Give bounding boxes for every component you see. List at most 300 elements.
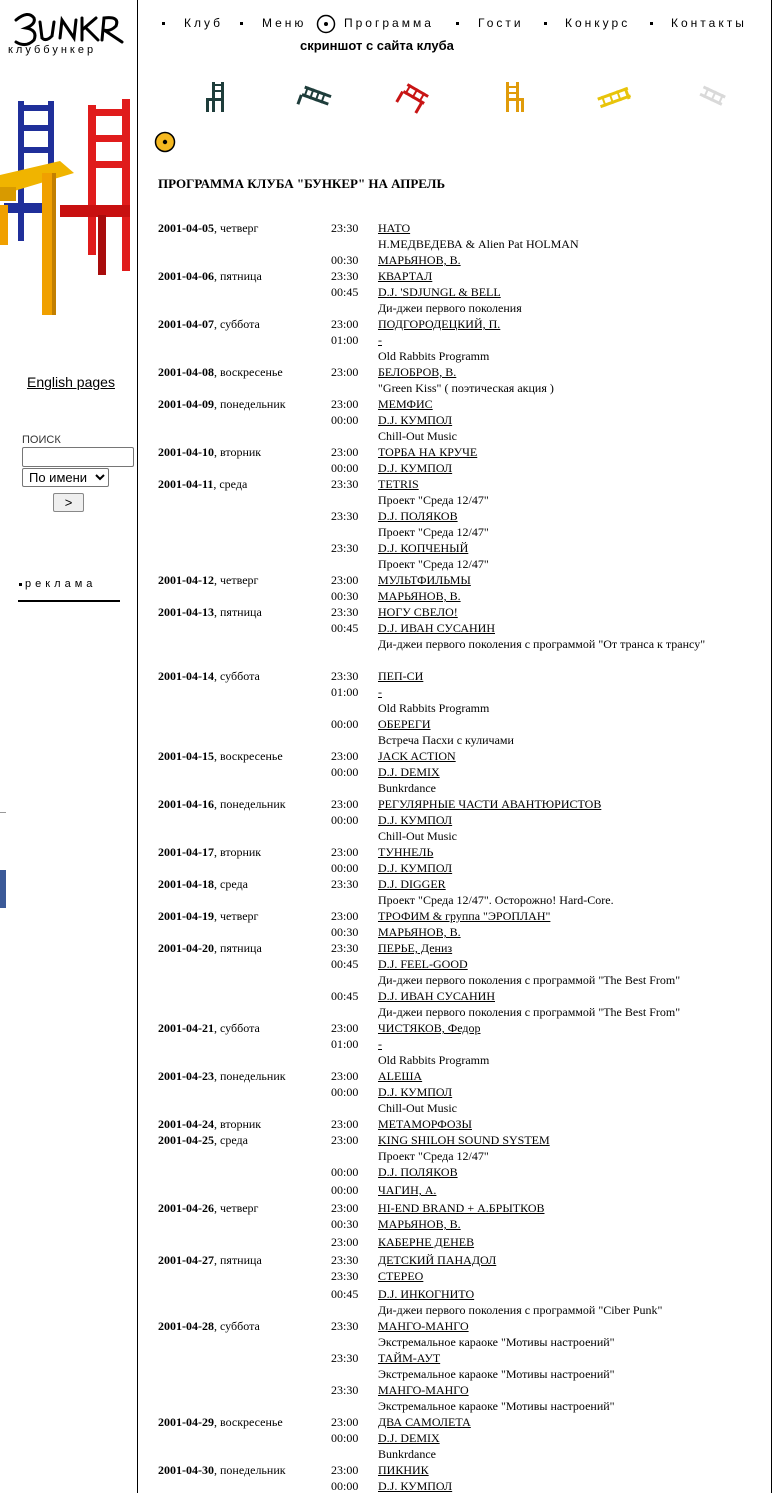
schedule-date — [158, 604, 262, 620]
schedule-time: 00:00 — [331, 717, 359, 731]
schedule-row — [158, 380, 758, 396]
schedule-event-link[interactable]: D.J. КУМПОЛ — [378, 1085, 453, 1099]
schedule-event-link[interactable]: - — [378, 1037, 382, 1051]
nav-item-club[interactable]: Клуб — [184, 16, 223, 30]
schedule-event-link[interactable]: МЕМФИС — [378, 397, 433, 411]
page-right-border — [771, 0, 772, 1493]
schedule-row — [158, 1366, 758, 1382]
schedule-event-link[interactable]: МУЛЬТФИЛЬМЫ — [378, 573, 471, 587]
schedule-time: 23:00 — [331, 1201, 359, 1215]
schedule-date — [158, 940, 262, 956]
schedule-event-link[interactable]: D.J. КУМПОЛ — [378, 813, 453, 827]
schedule-time: 23:30 — [331, 541, 359, 555]
schedule-time: 23:00 — [331, 573, 359, 587]
schedule-row — [158, 892, 758, 908]
schedule-row — [158, 556, 758, 572]
schedule-row — [158, 1182, 758, 1200]
schedule-date — [158, 396, 286, 412]
schedule-row — [158, 876, 758, 892]
search-type-select[interactable] — [22, 468, 109, 487]
schedule-date — [158, 908, 258, 924]
schedule-weekday: , среда — [213, 477, 248, 491]
schedule-note: Проект "Среда 12/47" — [378, 493, 489, 507]
schedule-note: Проект "Среда 12/47" — [378, 525, 489, 539]
schedule-time: 23:00 — [331, 445, 359, 459]
schedule-row — [158, 1200, 758, 1216]
schedule-row — [158, 1430, 758, 1446]
schedule-row — [158, 940, 758, 956]
schedule-row — [158, 316, 758, 332]
schedule-table — [158, 220, 758, 1493]
schedule-row — [158, 1286, 758, 1302]
schedule-row — [158, 1116, 758, 1132]
schedule-row — [158, 1084, 758, 1100]
schedule-weekday: , суббота — [214, 669, 260, 683]
schedule-event-link[interactable]: МАРЬЯНОВ, В. — [378, 253, 461, 267]
schedule-date — [158, 316, 260, 332]
schedule-date-value: 2001-04-09 — [158, 397, 214, 411]
schedule-row — [158, 588, 758, 604]
schedule-row — [158, 236, 758, 252]
schedule-row — [158, 956, 758, 972]
nav-bullet-icon — [456, 22, 459, 25]
schedule-date-value: 2001-04-05 — [158, 221, 214, 235]
schedule-row — [158, 364, 758, 380]
search-label: ПОИСК — [22, 434, 61, 446]
english-pages-link[interactable]: English pages — [27, 374, 115, 390]
schedule-time: 00:45 — [331, 621, 359, 635]
schedule-date-value: 2001-04-17 — [158, 845, 214, 859]
schedule-date — [158, 572, 258, 588]
schedule-time: 23:30 — [331, 877, 359, 891]
schedule-event-link[interactable]: - — [378, 333, 382, 347]
schedule-event-link[interactable]: D.J. 'SDJUNGL & BELL — [378, 285, 501, 299]
schedule-event-link[interactable]: МЕТАМОРФОЗЫ — [378, 1117, 472, 1131]
schedule-date-value: 2001-04-23 — [158, 1069, 214, 1083]
schedule-date — [158, 876, 248, 892]
schedule-date-value: 2001-04-26 — [158, 1201, 214, 1215]
nav-bullet-icon — [650, 22, 653, 25]
schedule-note: Экстремальное караоке "Мотивы настроений" — [378, 1367, 615, 1381]
orange-chair-icon[interactable] — [494, 78, 534, 116]
schedule-date-value: 2001-04-29 — [158, 1415, 214, 1429]
schedule-time: 23:30 — [331, 1253, 359, 1267]
schedule-time: 23:00 — [331, 1069, 359, 1083]
schedule-row — [158, 1036, 758, 1052]
schedule-time: 23:00 — [331, 1021, 359, 1035]
schedule-weekday: , пятница — [214, 1253, 262, 1267]
schedule-date — [158, 1462, 286, 1478]
schedule-event-link[interactable]: D.J. DEMIX — [378, 1431, 440, 1445]
schedule-event-link[interactable]: - — [378, 685, 382, 699]
schedule-time: 23:00 — [331, 1117, 359, 1131]
schedule-weekday: , понедельник — [214, 797, 286, 811]
schedule-event-link[interactable]: БЕЛОБРОВ, В. — [378, 365, 457, 379]
schedule-row — [158, 492, 758, 508]
schedule-row — [158, 700, 758, 716]
schedule-row — [158, 300, 758, 316]
schedule-event-link[interactable]: D.J. КУМПОЛ — [378, 461, 453, 475]
schedule-date — [158, 1068, 286, 1084]
schedule-time: 00:00 — [331, 765, 359, 779]
schedule-row — [158, 1252, 758, 1268]
schedule-weekday: , четверг — [214, 221, 259, 235]
schedule-event-link[interactable]: НАТО — [378, 221, 411, 235]
schedule-row — [158, 444, 758, 460]
schedule-date-value: 2001-04-11 — [158, 477, 214, 491]
schedule-note: Chill-Out Music — [378, 1101, 458, 1115]
schedule-row — [158, 348, 758, 364]
schedule-row — [158, 908, 758, 924]
schedule-event-link[interactable]: D.J. КОПЧЕНЫЙ — [378, 541, 469, 555]
dark-chair-icon[interactable] — [296, 78, 336, 116]
schedule-event-link[interactable]: КАБЕРНЕ ДЕНЕВ — [378, 1235, 475, 1249]
schedule-time: 00:00 — [331, 1431, 359, 1445]
search-input[interactable] — [22, 447, 134, 467]
schedule-event-link[interactable]: ТАЙМ-АУТ — [378, 1351, 441, 1365]
schedule-date — [158, 1200, 258, 1216]
yellow-chair-icon[interactable] — [594, 78, 634, 116]
schedule-event-link[interactable]: D.J. ИНКОГНИТО — [378, 1287, 475, 1301]
sun-bullet-icon — [154, 131, 176, 153]
schedule-row — [158, 828, 758, 844]
schedule-event-link[interactable]: D.J. КУМПОЛ — [378, 413, 453, 427]
schedule-weekday: , воскресенье — [214, 1415, 283, 1429]
schedule-date-value: 2001-04-13 — [158, 605, 214, 619]
schedule-row — [158, 844, 758, 860]
schedule-row — [158, 860, 758, 876]
schedule-date-value: 2001-04-18 — [158, 877, 214, 891]
schedule-weekday: , вторник — [214, 445, 262, 459]
schedule-event-link[interactable]: ТУННЕЛЬ — [378, 845, 434, 859]
schedule-row — [158, 636, 758, 668]
ad-divider — [18, 600, 120, 602]
schedule-date-value: 2001-04-07 — [158, 317, 214, 331]
schedule-note: Old Rabbits Programm — [378, 1053, 490, 1067]
schedule-row — [158, 812, 758, 828]
schedule-date-value: 2001-04-20 — [158, 941, 214, 955]
schedule-note: Ди-джеи первого поколения — [378, 301, 522, 315]
schedule-row — [158, 1414, 758, 1430]
schedule-date — [158, 1414, 283, 1430]
schedule-row — [158, 332, 758, 348]
schedule-row — [158, 1268, 758, 1286]
schedule-weekday: , воскресенье — [214, 365, 283, 379]
schedule-date — [158, 1318, 260, 1334]
nav-bullet-icon — [544, 22, 547, 25]
schedule-note: Bunkrdance — [378, 781, 436, 795]
schedule-event-link[interactable]: СТЕРЕО — [378, 1269, 424, 1283]
schedule-date-value: 2001-04-25 — [158, 1133, 214, 1147]
schedule-event-link[interactable]: ТОРБА НА КРУЧЕ — [378, 445, 478, 459]
schedule-note: Old Rabbits Programm — [378, 349, 490, 363]
schedule-time: 23:30 — [331, 605, 359, 619]
schedule-event-link[interactable]: D.J. ПОЛЯКОВ — [378, 1165, 458, 1179]
schedule-date — [158, 796, 286, 812]
schedule-date — [158, 1020, 260, 1036]
schedule-row — [158, 1350, 758, 1366]
schedule-note: Встреча Пасхи с куличами — [378, 733, 514, 747]
schedule-time: 00:45 — [331, 285, 359, 299]
schedule-weekday: , среда — [214, 877, 248, 891]
schedule-note: Bunkrdance — [378, 1447, 436, 1461]
schedule-time: 23:00 — [331, 749, 359, 763]
schedule-event-link[interactable]: D.J. ИВАН СУСАНИН — [378, 989, 495, 1003]
schedule-row — [158, 1148, 758, 1164]
schedule-row — [158, 252, 758, 268]
schedule-note: Ди-джеи первого поколения с программой "Ciber Punk" — [378, 1303, 663, 1317]
schedule-weekday: , пятница — [214, 269, 262, 283]
schedule-date — [158, 268, 262, 284]
schedule-event-link[interactable]: JACK ACTION — [378, 749, 456, 763]
schedule-date — [158, 364, 283, 380]
schedule-time: 23:30 — [331, 941, 359, 955]
schedule-date — [158, 444, 261, 460]
schedule-time: 23:30 — [331, 269, 359, 283]
schedule-weekday: , четверг — [214, 573, 259, 587]
schedule-event-link[interactable]: HI-END BRAND + А.БРЫТКОВ — [378, 1201, 545, 1215]
schedule-event-link[interactable]: ЧИСТЯКОВ, Федор — [378, 1021, 481, 1035]
schedule-date — [158, 1132, 248, 1148]
schedule-time: 01:00 — [331, 1037, 359, 1051]
nav-item-menu[interactable]: Меню — [262, 16, 307, 30]
schedule-row — [158, 1318, 758, 1334]
schedule-row — [158, 972, 758, 988]
schedule-event-link[interactable]: ТРОФИМ & группа "ЭРОПЛАН" — [378, 909, 551, 923]
schedule-row — [158, 412, 758, 428]
schedule-note: Экстремальное караоке "Мотивы настроений" — [378, 1399, 615, 1413]
schedule-time: 23:00 — [331, 1463, 359, 1477]
schedule-event-link[interactable]: ПОДГОРОДЕЦКИЙ, П. — [378, 317, 501, 331]
schedule-time: 00:45 — [331, 957, 359, 971]
schedule-row — [158, 684, 758, 700]
nav-item-program[interactable]: Программа — [344, 16, 434, 30]
schedule-time: 00:30 — [331, 925, 359, 939]
ad-label — [19, 578, 96, 590]
schedule-time: 23:30 — [331, 1319, 359, 1333]
search-submit-button[interactable]: > — [53, 493, 84, 512]
top-nav — [160, 16, 760, 32]
schedule-row — [158, 396, 758, 412]
ad-label-text: реклама — [25, 578, 97, 590]
schedule-note: Ди-джеи первого поколения с программой "The Best From" — [378, 973, 681, 987]
schedule-row — [158, 780, 758, 796]
schedule-event-link[interactable]: ДЕТСКИЙ ПАНАДОЛ — [378, 1253, 497, 1267]
schedule-time: 00:00 — [331, 1165, 359, 1179]
schedule-note: Chill-Out Music — [378, 829, 458, 843]
schedule-event-link[interactable]: КВАРТАЛ — [378, 269, 433, 283]
schedule-event-link[interactable]: ALEША — [378, 1069, 423, 1083]
schedule-time: 23:00 — [331, 845, 359, 859]
schedule-row — [158, 924, 758, 940]
screenshot-caption: скриншот с сайта клуба — [300, 38, 454, 53]
schedule-weekday: , понедельник — [214, 1069, 286, 1083]
schedule-event-link[interactable]: МАРЬЯНОВ, В. — [378, 589, 461, 603]
schedule-row — [158, 668, 758, 684]
schedule-weekday: , вторник — [214, 845, 262, 859]
schedule-time: 00:30 — [331, 1217, 359, 1231]
schedule-time: 23:00 — [331, 397, 359, 411]
schedule-note: Проект "Среда 12/47". Осторожно! Hard-Core. — [378, 893, 614, 907]
gray-chair-icon[interactable] — [692, 78, 732, 116]
schedule-row — [158, 1052, 758, 1068]
schedule-row — [158, 508, 758, 524]
schedule-row — [158, 748, 758, 764]
nav-item-contest[interactable]: Конкурс — [565, 16, 631, 30]
schedule-event-link[interactable]: D.J. DEMIX — [378, 765, 440, 779]
schedule-row — [158, 1334, 758, 1350]
schedule-row — [158, 716, 758, 732]
schedule-date-value: 2001-04-10 — [158, 445, 214, 459]
schedule-note: Chill-Out Music — [378, 429, 458, 443]
red-chair-icon[interactable] — [394, 78, 434, 116]
schedule-time: 00:00 — [331, 813, 359, 827]
schedule-event-link[interactable]: ДВА САМОЛЕТА — [378, 1415, 471, 1429]
schedule-event-link[interactable]: НОГУ СВЕЛО! — [378, 605, 458, 619]
schedule-event-link[interactable]: ОБЕРЕГИ — [378, 717, 431, 731]
schedule-event-link[interactable]: МАРЬЯНОВ, В. — [378, 1217, 461, 1231]
nav-bullet-icon — [162, 22, 165, 25]
schedule-time: 23:00 — [331, 1133, 359, 1147]
schedule-event-link[interactable]: ЧАГИН, А. — [378, 1183, 437, 1197]
schedule-time: 00:00 — [331, 1085, 359, 1099]
schedule-time: 23:00 — [331, 1235, 359, 1249]
schedule-row — [158, 572, 758, 588]
nav-item-guests[interactable]: Гости — [478, 16, 524, 30]
schedule-time: 23:30 — [331, 477, 359, 491]
schedule-event-link[interactable]: ПЕП-СИ — [378, 669, 424, 683]
schedule-time: 00:00 — [331, 413, 359, 427]
schedule-date-value: 2001-04-21 — [158, 1021, 214, 1035]
schedule-time: 23:00 — [331, 317, 359, 331]
schedule-row — [158, 540, 758, 556]
schedule-row — [158, 1234, 758, 1252]
schedule-row — [158, 732, 758, 748]
schedule-note: Проект "Среда 12/47" — [378, 1149, 489, 1163]
schedule-note: Н.МЕДВЕДЕВА & Alien Pat HOLMAN — [378, 237, 579, 251]
schedule-event-link[interactable]: МАНГО-МАНГО — [378, 1319, 469, 1333]
schedule-date-value: 2001-04-06 — [158, 269, 214, 283]
schedule-note: Ди-джеи первого поколения с программой "The Best From" — [378, 1005, 681, 1019]
schedule-date-value: 2001-04-14 — [158, 669, 214, 683]
schedule-event-link[interactable]: D.J. FEEL-GOOD — [378, 957, 468, 971]
schedule-event-link[interactable]: D.J. КУМПОЛ — [378, 1479, 453, 1493]
schedule-row — [158, 524, 758, 540]
schedule-date-value: 2001-04-30 — [158, 1463, 214, 1477]
schedule-time: 00:45 — [331, 1287, 359, 1301]
schedule-row — [158, 1302, 758, 1318]
schedule-time: 00:45 — [331, 989, 359, 1003]
schedule-time: 23:30 — [331, 1351, 359, 1365]
schedule-weekday: , суббота — [214, 1021, 260, 1035]
schedule-time: 23:30 — [331, 509, 359, 523]
schedule-note: Экстремальное караоке "Мотивы настроений" — [378, 1335, 615, 1349]
schedule-note: Проект "Среда 12/47" — [378, 557, 489, 571]
schedule-row — [158, 1164, 758, 1182]
schedule-time: 23:30 — [331, 669, 359, 683]
schedule-date-value: 2001-04-19 — [158, 909, 214, 923]
nav-item-contacts[interactable]: Контакты — [671, 16, 747, 30]
colored-chairs-illustration — [0, 95, 137, 320]
schedule-note: "Green Kiss" ( поэтическая акция ) — [378, 381, 554, 395]
schedule-weekday: , вторник — [214, 1117, 262, 1131]
schedule-time: 00:00 — [331, 861, 359, 875]
schedule-time: 23:30 — [331, 1383, 359, 1397]
schedule-date-value: 2001-04-15 — [158, 749, 214, 763]
schedule-row — [158, 1216, 758, 1234]
logo-text: клуббункер — [8, 44, 97, 56]
schedule-row — [158, 1020, 758, 1036]
schedule-row — [158, 764, 758, 780]
schedule-date-value: 2001-04-16 — [158, 797, 214, 811]
schedule-weekday: , пятница — [214, 941, 262, 955]
sidebar-divider — [137, 0, 138, 1493]
schedule-weekday: , суббота — [214, 1319, 260, 1333]
schedule-date-value: 2001-04-27 — [158, 1253, 214, 1267]
ad-banner[interactable] — [0, 870, 6, 908]
schedule-date-value: 2001-04-12 — [158, 573, 214, 587]
schedule-weekday: , среда — [214, 1133, 248, 1147]
schedule-event-link[interactable]: D.J. ПОЛЯКОВ — [378, 509, 458, 523]
schedule-event-link[interactable]: ПЕРЬЕ, Дениз — [378, 941, 453, 955]
schedule-time: 23:00 — [331, 797, 359, 811]
schedule-time: 23:30 — [331, 221, 359, 235]
schedule-date — [158, 1252, 262, 1268]
schedule-weekday: , суббота — [214, 317, 260, 331]
schedule-date — [158, 844, 261, 860]
schedule-event-link[interactable]: МАРЬЯНОВ, В. — [378, 925, 461, 939]
schedule-time: 23:00 — [331, 1415, 359, 1429]
bullet-icon — [19, 583, 22, 586]
page-title: ПРОГРАММА КЛУБА "БУНКЕР" НА АПРЕЛЬ — [158, 176, 446, 191]
schedule-row — [158, 476, 758, 492]
schedule-weekday: , понедельник — [214, 1463, 286, 1477]
schedule-row — [158, 604, 758, 620]
schedule-row — [158, 460, 758, 476]
schedule-note: Old Rabbits Programm — [378, 701, 490, 715]
schedule-row — [158, 988, 758, 1004]
schedule-time: 23:00 — [331, 365, 359, 379]
schedule-note: Ди-джеи первого поколения с программой "От транса к трансу" — [378, 637, 706, 651]
schedule-weekday: , пятница — [214, 605, 262, 619]
schedule-date — [158, 1116, 261, 1132]
dark-chair-icon[interactable] — [196, 78, 236, 116]
schedule-time: 23:00 — [331, 909, 359, 923]
schedule-event-link[interactable]: D.J. КУМПОЛ — [378, 861, 453, 875]
schedule-event-link[interactable]: РЕГУЛЯРНЫЕ ЧАСТИ АВАНТЮРИСТОВ — [378, 797, 602, 811]
schedule-event-link[interactable]: ПИКНИК — [378, 1463, 429, 1477]
schedule-time: 00:00 — [331, 1183, 359, 1197]
schedule-time: 00:00 — [331, 1479, 359, 1493]
schedule-row — [158, 1462, 758, 1478]
schedule-event-link[interactable]: D.J. DIGGER — [378, 877, 446, 891]
schedule-row — [158, 1446, 758, 1462]
schedule-row — [158, 1132, 758, 1148]
active-nav-circle-icon — [316, 14, 336, 34]
schedule-event-link[interactable]: TETRIS — [378, 477, 419, 491]
schedule-row — [158, 1068, 758, 1084]
schedule-row — [158, 1382, 758, 1398]
schedule-event-link[interactable]: KING SHILOH SOUND SYSTEM — [378, 1133, 550, 1147]
schedule-time: 01:00 — [331, 685, 359, 699]
schedule-event-link[interactable]: D.J. ИВАН СУСАНИН — [378, 621, 495, 635]
schedule-date — [158, 220, 258, 236]
schedule-date — [158, 476, 247, 492]
schedule-row — [158, 284, 758, 300]
schedule-row — [158, 268, 758, 284]
schedule-weekday: , четверг — [214, 909, 259, 923]
schedule-event-link[interactable]: МАНГО-МАНГО — [378, 1383, 469, 1397]
